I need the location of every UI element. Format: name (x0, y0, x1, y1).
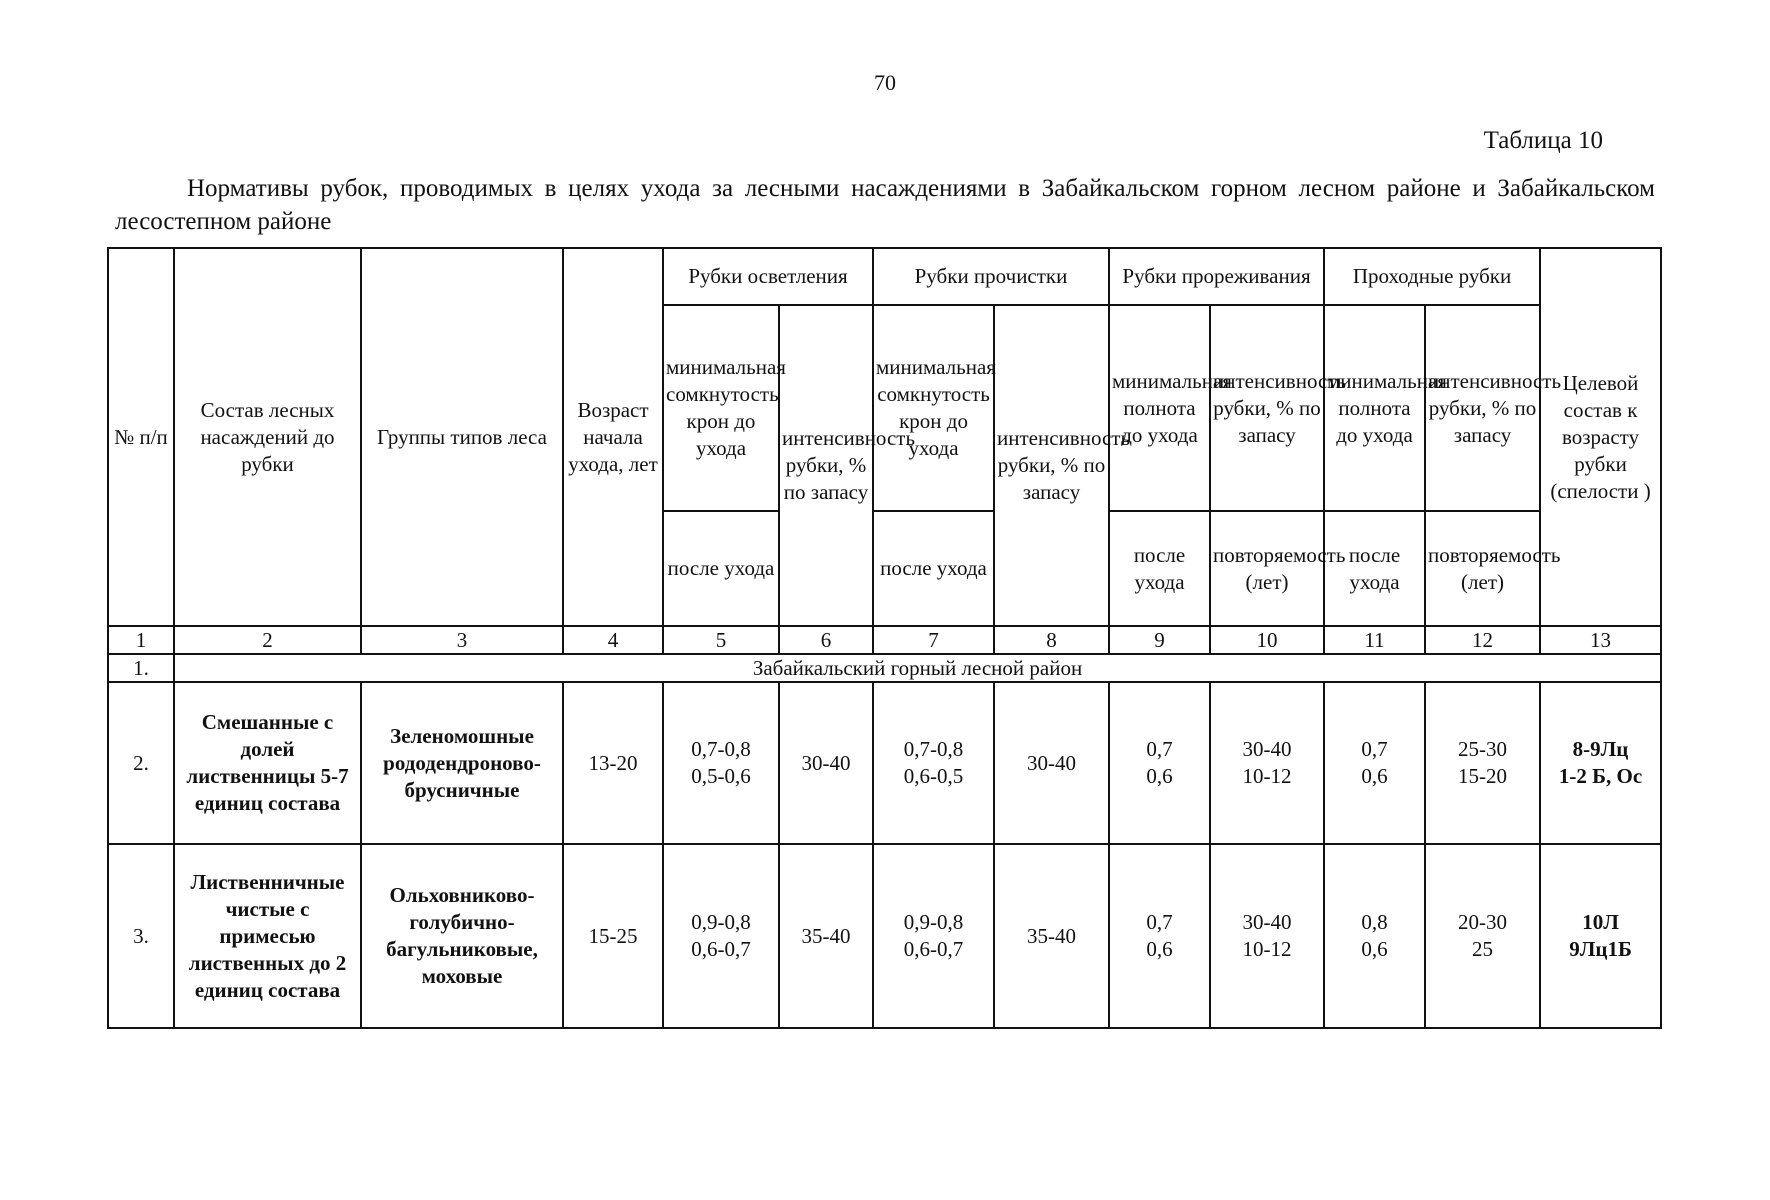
row-c7 (873, 682, 994, 844)
header-c12-top: интенсивность рубки, % по запасу (1425, 305, 1540, 511)
region-name: Забайкальский горный лесной район (174, 654, 1661, 682)
header-forest-groups: Группы типов леса (361, 248, 563, 626)
row-c11 (1324, 844, 1425, 1028)
row-c9-a: 0,7 (1146, 910, 1173, 934)
row-c12-b: 15-20 (1458, 764, 1508, 788)
row-c5 (663, 682, 779, 844)
header-group-cleaning: Рубки прочистки (873, 248, 1109, 305)
row-c12-b: 25 (1472, 937, 1494, 961)
header-c5-bottom: после ухода (663, 511, 779, 626)
row-c10 (1210, 844, 1324, 1028)
row-c12-a: 25-30 (1458, 737, 1508, 761)
row-composition: Смешанные с долей лиственницы 5-7 единиц состава (174, 682, 361, 844)
row-c11-b: 0,6 (1361, 937, 1388, 961)
row-forest-groups: Зеленомошные рододендроново-брусничные (361, 682, 563, 844)
row-c5-a: 0,9-0,8 (691, 910, 751, 934)
column-number: 5 (663, 626, 779, 654)
row-c5-a: 0,7-0,8 (691, 737, 751, 761)
header-c10-bottom: повторяемость (лет) (1210, 511, 1324, 626)
row-c11 (1324, 682, 1425, 844)
header-c12-bottom: повторяемость (лет) (1425, 511, 1540, 626)
header-composition: Состав лесных насаждений до рубки (174, 248, 361, 626)
row-c9-b: 0,6 (1146, 937, 1173, 961)
column-number: 6 (779, 626, 873, 654)
header-c7-bottom: после ухода (873, 511, 994, 626)
row-c6: 30-40 (779, 682, 873, 844)
page-number: 70 (874, 70, 896, 95)
document-title-text: Нормативы рубок, проводимых в целях ухода за лесными насаждениями в Забайкальском горном лесном районе и Забайкальском лесостепном районе (115, 175, 1655, 235)
header-c9-bottom: после ухода (1109, 511, 1210, 626)
row-num: 3. (108, 844, 174, 1028)
header-c5-top: минимальная сомкнутость крон до ухода (663, 305, 779, 511)
header-group-passage: Проходные рубки (1324, 248, 1540, 305)
row-target (1540, 844, 1661, 1028)
row-c7-a: 0,7-0,8 (903, 737, 964, 761)
column-number: 12 (1425, 626, 1540, 654)
header-c8: интенсивность рубки, % по запасу (994, 305, 1109, 626)
row-c8: 35-40 (994, 844, 1109, 1028)
header-c6: интенсивность рубки, % по запасу (779, 305, 873, 626)
column-number: 1 (108, 626, 174, 654)
header-row-groups (108, 248, 1661, 305)
column-number: 9 (1109, 626, 1210, 654)
column-number: 10 (1210, 626, 1324, 654)
header-age: Возраст начала ухода, лет (563, 248, 663, 626)
row-c10-b: 10-12 (1242, 764, 1292, 788)
row-c12 (1425, 844, 1540, 1028)
table-row (108, 844, 1661, 1028)
row-c11-a: 0,7 (1361, 737, 1388, 761)
row-c5 (663, 844, 779, 1028)
row-c12-a: 20-30 (1458, 910, 1508, 934)
header-c11-bottom: после ухода (1324, 511, 1425, 626)
row-age: 13-20 (563, 682, 663, 844)
norms-table (107, 247, 1662, 1029)
row-num: 2. (108, 682, 174, 844)
row-c7-a: 0,9-0,8 (903, 910, 964, 934)
row-c6: 35-40 (779, 844, 873, 1028)
row-target (1540, 682, 1661, 844)
header-group-clearing: Рубки осветления (663, 248, 873, 305)
row-composition: Лиственничные чистые с примесью лиственных до 2 единиц состава (174, 844, 361, 1028)
row-target-b: 9Лц1Б (1569, 937, 1632, 961)
column-number: 11 (1324, 626, 1425, 654)
row-c7 (873, 844, 994, 1028)
column-number: 2 (174, 626, 361, 654)
column-number: 13 (1540, 626, 1661, 654)
row-c9-b: 0,6 (1146, 764, 1173, 788)
column-number: 7 (873, 626, 994, 654)
header-c7-top: минимальная сомкнутость крон до ухода (873, 305, 994, 511)
table-label: Таблица 10 (1483, 127, 1603, 154)
row-target-a: 10Л (1582, 910, 1619, 934)
header-group-thinning: Рубки прореживания (1109, 248, 1324, 305)
header-target: Целевой состав к возрасту рубки (спелости ) (1540, 248, 1661, 626)
row-c9 (1109, 844, 1210, 1028)
column-number: 3 (361, 626, 563, 654)
row-c7-b: 0,6-0,5 (903, 764, 964, 788)
column-number-row (108, 626, 1661, 654)
row-c9-a: 0,7 (1146, 737, 1173, 761)
column-number: 4 (563, 626, 663, 654)
row-c10-b: 10-12 (1242, 937, 1292, 961)
row-c8: 30-40 (994, 682, 1109, 844)
row-c9 (1109, 682, 1210, 844)
row-age: 15-25 (563, 844, 663, 1028)
row-c10-a: 30-40 (1242, 737, 1292, 761)
region-num: 1. (108, 654, 174, 682)
header-num: № п/п (108, 248, 174, 626)
document-title (115, 172, 1655, 238)
column-number: 8 (994, 626, 1109, 654)
row-c11-b: 0,6 (1361, 764, 1388, 788)
row-c12 (1425, 682, 1540, 844)
header-c10-top: интенсивность рубки, % по запасу (1210, 305, 1324, 511)
row-target-a: 8-9Лц (1572, 737, 1629, 761)
table-row (108, 682, 1661, 844)
row-c5-b: 0,6-0,7 (691, 937, 751, 961)
row-target-b: 1-2 Б, Ос (1558, 764, 1643, 788)
row-c10 (1210, 682, 1324, 844)
row-c5-b: 0,5-0,6 (691, 764, 751, 788)
header-c9-top: минимальная полнота до ухода (1109, 305, 1210, 511)
row-c11-a: 0,8 (1361, 910, 1388, 934)
row-c7-b: 0,6-0,7 (903, 937, 964, 961)
row-forest-groups: Ольховниково-голубично-багульниковые, моховые (361, 844, 563, 1028)
region-row (108, 654, 1661, 682)
row-c10-a: 30-40 (1242, 910, 1292, 934)
header-c11-top: минимальная полнота до ухода (1324, 305, 1425, 511)
